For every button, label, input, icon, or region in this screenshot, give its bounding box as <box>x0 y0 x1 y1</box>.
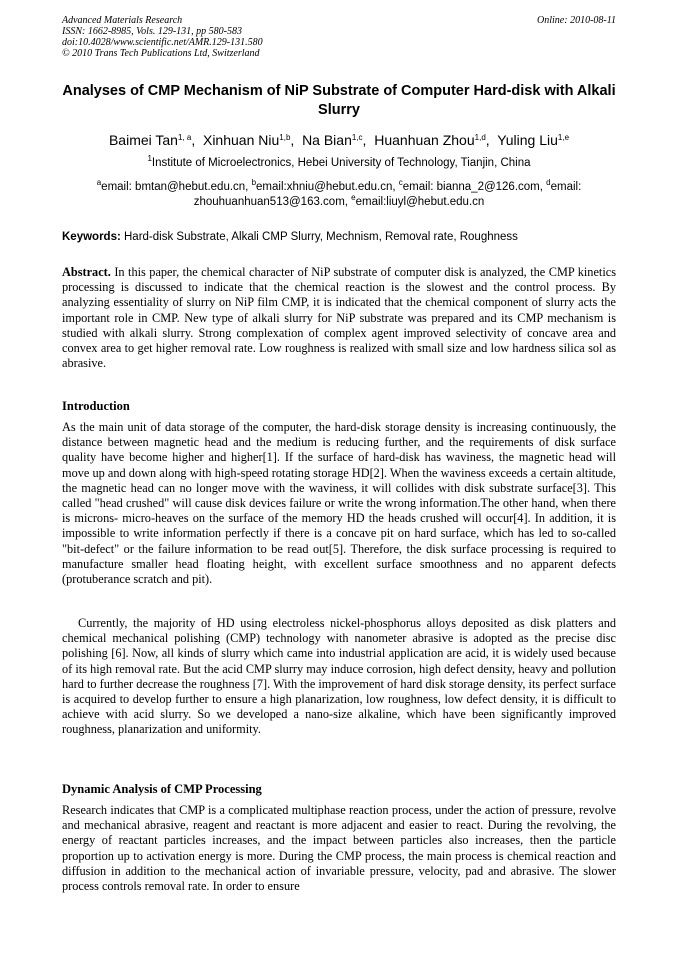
doi-line: doi:10.4028/www.scientific.net/AMR.129-131.580 <box>62 37 263 48</box>
author: Huanhuan Zhou$^{1,d}$ <box>374 132 486 148</box>
author: Baimei Tan$^{1, a}$ <box>108 132 192 148</box>
paragraph: As the main unit of data storage of the computer, the hard-disk storage density is increasing continuously, the distance between magnetic head and the medium is reducing further, and the requirements of disk surface quality have become higher and higher[1]. If the surface of hard-disk has waviness, the magnetic head will move up and down along with high-speed rotating storage HD[2]. When the waviness exceeds a certain altitude, the magnetic head can no longer move with the waviness, it will collides with disk substrate surface[3]. This called "head crushed" will cause disk devices failure or write the wrong information.The other hand, when there is microns- micro-heaves on the surface of the memory HD the heads crushed will occur[4]. In addition, it is impossible to write information perfectly if there is a concave pit on hard surface, which has led to so-called "bit-defect" or the failure information to be read out[5]. Therefore, the disk surface processing is required to manufacture smaller head floating height, with excellent surface smoothness and no apparent defects (protuberance scratch and pit). <box>62 420 616 587</box>
abstract-label: Abstract. <box>62 265 111 279</box>
abstract <box>62 265 616 371</box>
email-list: $^a$email: bmtan@hebut.edu.cn, $^b$email:xhniu@hebut.edu.cn, $^c$email: bianna_2@126.com, $^d$email: zhouhuanhuan513@163.com, $^e$email:liuyl@hebut.edu.cn <box>96 178 582 208</box>
section-heading-introduction: Introduction <box>62 399 130 413</box>
keywords-text: Hard-disk Substrate, Alkali CMP Slurry, Mechnism, Removal rate, Roughness <box>124 231 518 243</box>
copyright-line: © 2010 Trans Tech Publications Ltd, Switzerland <box>62 48 260 59</box>
online-date: Online: 2010-08-11 <box>537 15 616 26</box>
journal-name: Advanced Materials Research <box>62 15 183 26</box>
abstract-text: In this paper, the chemical character of NiP substrate of computer disk is analyzed, the CMP kinetics processing is discussed to indicate that the chemical reaction is the slowest and the control process. By analyzing essentiality of slurry on NiP film CMP, it is indicated that the chemical component of slurry acts the important role in CMP. New type of alkali slurry for NiP substrate was prepared and its CMP mechanism is studied with alkali slurry. Strong complexation of complex agent improved selectivity of concave area and convex area to get higher removal rate. Low roughness is realized with small size and low hardness silica sol as abrasive. <box>62 265 616 371</box>
email-link[interactable]: email: bianna_2@126.com, <box>402 181 547 193</box>
email-link[interactable]: email:xhniu@hebut.edu.cn, <box>256 181 399 193</box>
paragraph: Research indicates that CMP is a complicated multiphase reaction process, under the action of pressure, revolve and mechanical abrasive, reagent and reactant is more adjacent and easier to react. During the revolving, the energy of reactant particles increases, and the impact between particles also increases, then the particle proportion up to activation energy is more. During the CMP process, the main process is chemical reaction and diffusion in addition to the mechanical action of invariable pressure, velocity, pad and abrasive. The slower process controls removal rate. In order to ensure <box>62 803 616 894</box>
journal-header <box>62 15 616 59</box>
paragraph: Currently, the majority of HD using electroless nickel-phosphorus alloys deposited as disk platters and chemical mechanical polishing (CMP) technology with nanometer abrasive is adopted as the precise disc polishing [6]. Now, all kinds of slurry which came into industrial application are acid, it is widely used because of its high removal rate. But the acid CMP slurry may induce corrosion, high defect density, heavy and pollution hard to further decrease the roughness [7]. With the improvement of hard disk storage density, its perfect surface is acquired to develop further to ensure a high planarization, low roughness, low defect density, it is difficult to achieve with acid slurry. So we developed a nano-size alkaline, which have been significantly improved roughness, planarization and uniformity. <box>62 616 616 737</box>
affiliation: $^1$Institute of Microelectronics, Hebei University of Technology, Tianjin, China <box>147 154 531 169</box>
paper-title: Analyses of CMP Mechanism of NiP Substrate of Computer Hard-disk with Alkali Slurry <box>62 83 616 118</box>
author-list: Baimei Tan$^{1, a}$, Xinhuan Niu$^{1,b}$, Na Bian$^{1,c}$, Huanhuan Zhou$^{1,d}$, Yuling Liu$^{1,e}$ <box>108 132 570 148</box>
keywords <box>62 230 622 245</box>
email-link[interactable]: email: bmtan@hebut.edu.cn, <box>101 181 252 193</box>
author: Na Bian$^{1,c}$ <box>302 132 363 148</box>
issn-line: ISSN: 1662-8985, Vols. 129-131, pp 580-583 <box>62 26 242 37</box>
email-link[interactable]: email:liuyl@hebut.edu.cn <box>355 196 485 208</box>
email-link[interactable]: email: zhouhuanhuan513@163.com, <box>193 181 582 208</box>
section-heading-dynamic-analysis: Dynamic Analysis of CMP Processing <box>62 782 262 796</box>
author: Yuling Liu$^{1,e}$ <box>497 132 570 148</box>
author: Xinhuan Niu$^{1,b}$ <box>202 132 291 148</box>
keywords-label: Keywords: <box>62 231 121 243</box>
